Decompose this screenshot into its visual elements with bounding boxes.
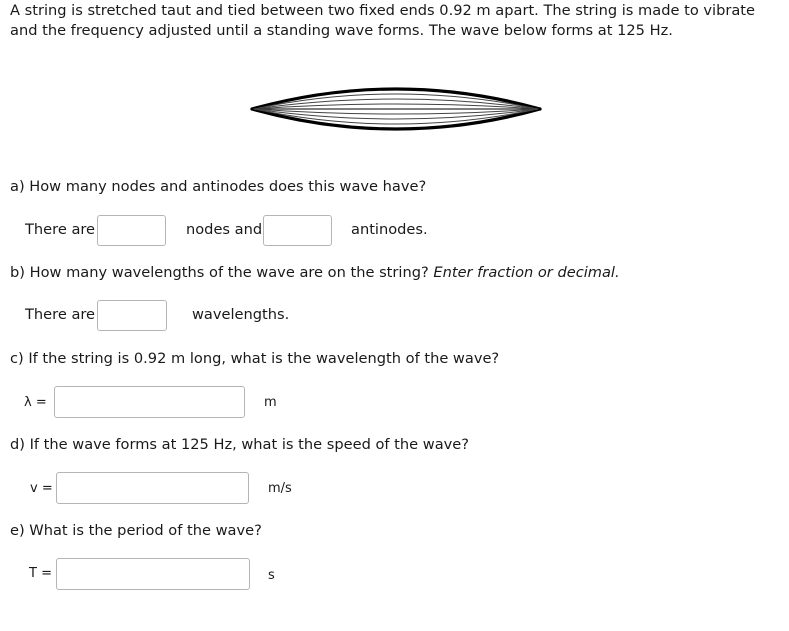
label-there-are-a: There are <box>25 221 96 238</box>
period-symbol: T = <box>29 566 52 581</box>
label-wavelengths: wavelengths. <box>192 306 290 323</box>
wavelength-unit: m <box>264 395 277 410</box>
question-c: c) If the string is 0.92 m long, what is the wavelength of the wave? <box>10 350 500 367</box>
period-unit: s <box>268 568 275 583</box>
wavelengths-count-input[interactable] <box>97 300 167 331</box>
speed-input[interactable] <box>56 472 249 504</box>
problem-statement: A string is stretched taut and tied between two fixed ends 0.92 m apart. The string is made to vibrate and the frequency adjusted until a standing wave forms. The wave below forms at 125 Hz. <box>10 2 755 39</box>
label-antinodes: antinodes. <box>351 221 428 238</box>
question-a: a) How many nodes and antinodes does this wave have? <box>10 178 427 195</box>
wave-line <box>254 109 538 114</box>
antinodes-input[interactable] <box>263 215 332 246</box>
question-b <box>10 264 620 281</box>
period-input[interactable] <box>56 558 250 590</box>
question-d: d) If the wave forms at 125 Hz, what is the speed of the wave? <box>10 436 470 453</box>
wavelength-symbol: λ = <box>24 395 47 410</box>
label-there-are-b: There are <box>25 306 96 323</box>
wave-line <box>254 104 538 109</box>
question-b-hint: Enter fraction or decimal. <box>433 264 620 281</box>
question-e: e) What is the period of the wave? <box>10 522 262 539</box>
label-nodes-and: nodes and <box>186 221 263 238</box>
question-b-text: b) How many wavelengths of the wave are on the string? <box>10 264 429 281</box>
speed-symbol: v = <box>30 481 53 496</box>
speed-unit: m/s <box>268 481 292 496</box>
wavelength-input[interactable] <box>54 386 245 418</box>
nodes-input[interactable] <box>97 215 166 246</box>
standing-wave-diagram <box>250 72 542 148</box>
